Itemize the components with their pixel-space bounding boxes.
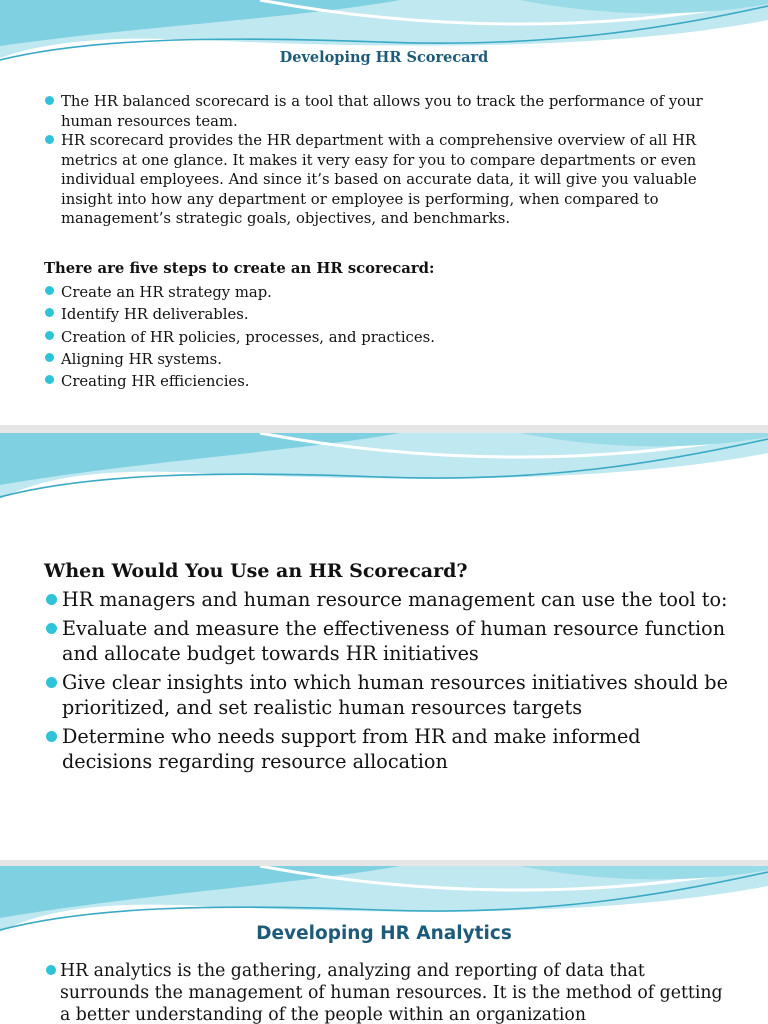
step-text: Creating HR efficiencies. <box>61 373 250 391</box>
slide-heading: When Would You Use an HR Scorecard? <box>44 560 468 582</box>
bullet-list <box>0 960 768 1024</box>
list-item <box>0 92 768 131</box>
bullet-icon <box>45 286 54 295</box>
slide-2 <box>0 433 768 860</box>
list-item <box>0 371 768 393</box>
list-item <box>0 588 768 613</box>
bullet-text: HR scorecard provides the HR department with a comprehensive overview of all HR metrics at one glance. It makes it very easy for you to compare departments or even individual employees. And since it’s based on accurate data, it will give you valuable insight into how any department or employee is performing, when compared to management’s strategic goals, objectives, and benchmarks. <box>61 132 697 227</box>
step-text: Aligning HR systems. <box>61 350 222 368</box>
list-item <box>0 617 768 667</box>
step-text: Creation of HR policies, processes, and practices. <box>61 328 435 346</box>
bullet-text: HR managers and human resource management can use the tool to: <box>62 588 728 611</box>
steps-list <box>0 282 768 393</box>
bullet-text: Determine who needs support from HR and make informed decisions regarding resource allocation <box>62 725 641 774</box>
list-item <box>0 349 768 371</box>
slide-3 <box>0 866 768 1024</box>
bullet-icon <box>46 965 56 975</box>
bullet-list <box>0 92 768 229</box>
bullet-text: The HR balanced scorecard is a tool that allows you to track the performance of your human resources team. <box>61 93 703 130</box>
slide-title: Developing HR Scorecard <box>279 49 489 66</box>
bullet-list <box>0 588 768 780</box>
list-item <box>0 131 768 229</box>
bullet-icon <box>45 96 54 105</box>
list-item <box>0 327 768 349</box>
bullet-icon <box>46 731 57 742</box>
step-text: Create an HR strategy map. <box>61 284 272 301</box>
bullet-icon <box>45 375 54 384</box>
bullet-text: Give clear insights into which human resources initiatives should be prioritized, and set realistic human resources targets <box>62 671 728 720</box>
bullet-icon <box>45 135 54 144</box>
list-item <box>0 960 768 1024</box>
slide-separator <box>0 425 768 433</box>
step-text: Identify HR deliverables. <box>61 306 249 324</box>
bullet-text: Evaluate and measure the effectiveness of human resource function and allocate budget towards HR initiatives <box>62 617 726 666</box>
bullet-text: HR analytics is the gathering, analyzing and reporting of data that surrounds the management of human resources. It is the method of getting a better understanding of the people within an organization <box>60 961 723 1024</box>
bullet-icon <box>46 677 57 688</box>
list-item <box>0 304 768 326</box>
steps-heading: There are five steps to create an HR scorecard: <box>44 260 435 277</box>
bullet-icon <box>45 331 54 340</box>
bullet-icon <box>45 353 54 362</box>
slide-title: Developing HR Analytics <box>256 923 512 944</box>
list-item <box>0 671 768 721</box>
list-item <box>0 282 768 304</box>
bullet-icon <box>46 594 57 605</box>
wave-banner <box>0 433 768 503</box>
slide-1 <box>0 0 768 425</box>
bullet-icon <box>45 308 54 317</box>
bullet-icon <box>46 623 57 634</box>
list-item <box>0 725 768 775</box>
